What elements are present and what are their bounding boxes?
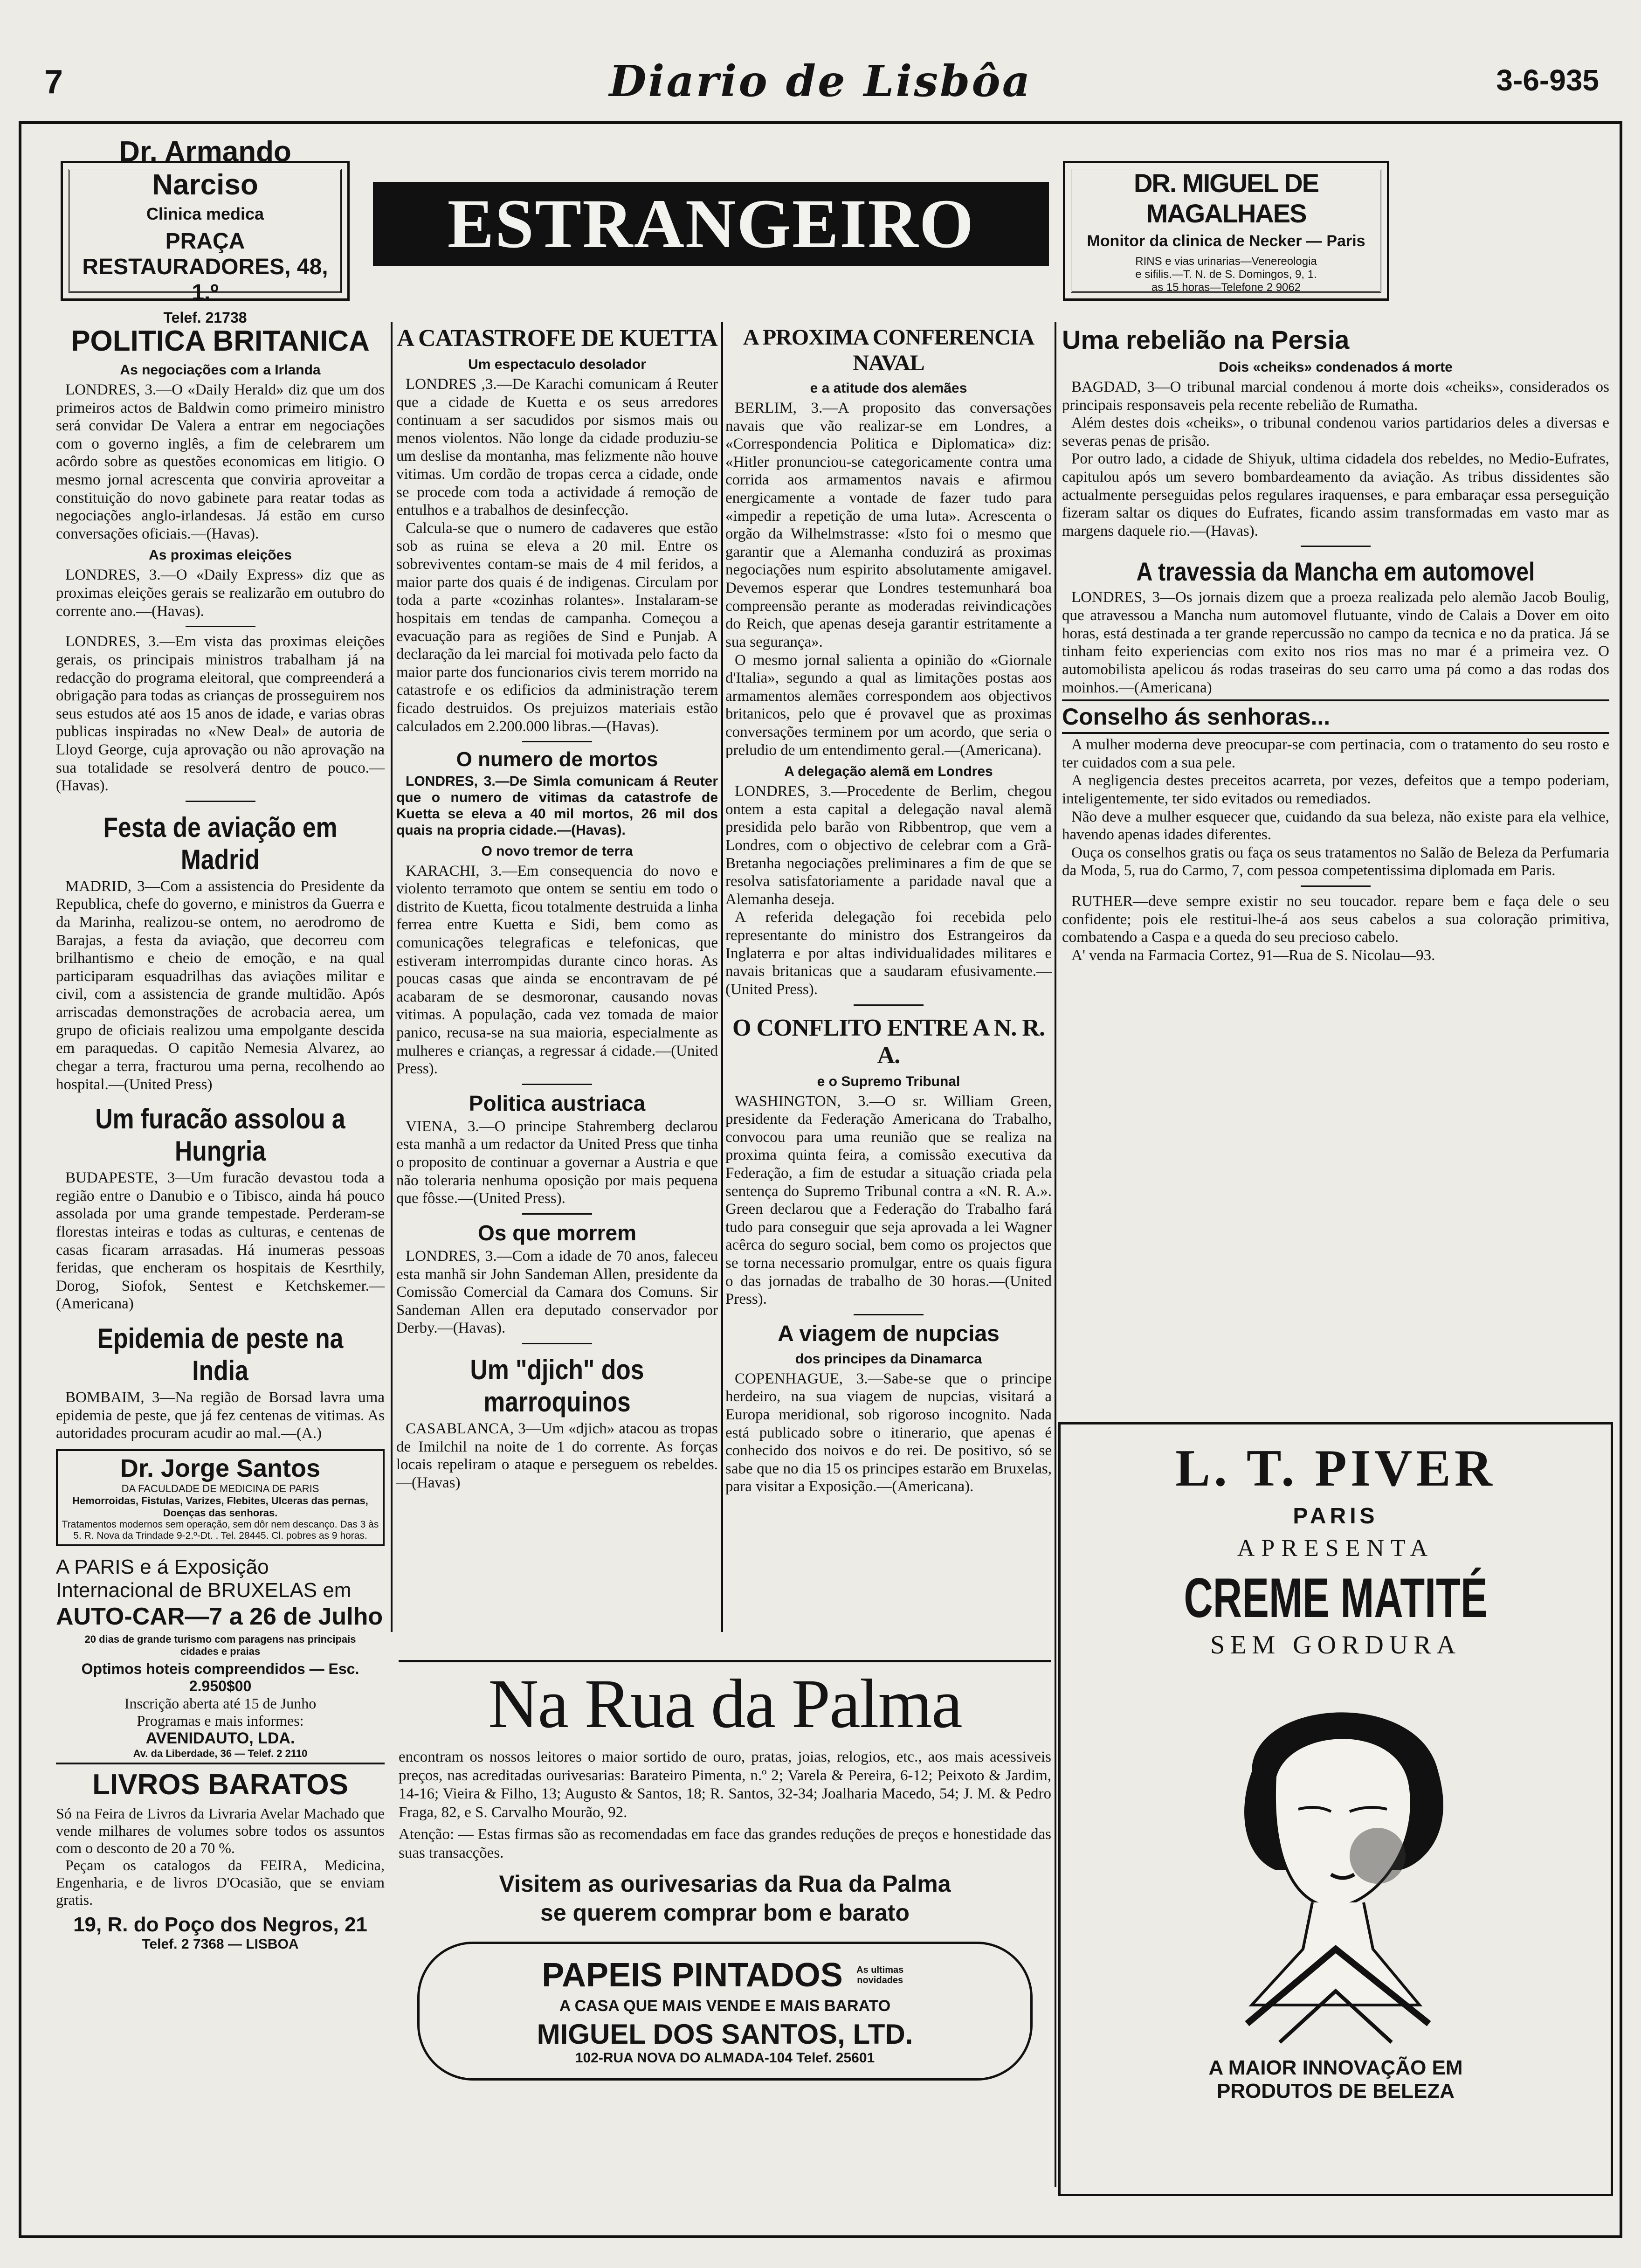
headline-politica-britanica: POLITICA BRITANICA <box>71 325 370 357</box>
ad-line: 20 dias de grande turismo com paragens nas principais cidades e praias <box>84 1633 356 1657</box>
headline-os-que-morrem: Os que morrem <box>478 1220 636 1245</box>
issue-date: 3-6-935 <box>1496 63 1599 97</box>
article-paragraph: LONDRES, 3—Os jornais dizem que a proeza realizada pelo alemão Jacob Boulig, que atravessou a Mancha num automovel flutuante, vindo de Calais a Dover em oito horas, está destinada a ter grande repercussão no campo da tecnica e no da pratica. Já se tinham feito experiencias com exito nos rios mas no mar é a primeira vez. O automobilista apelicou ás rodas traseiras do seu carro uma pá como a das rodas dos moinhos.—(Americana) <box>1062 589 1609 696</box>
headline-furacao-hungria: Um furacão assolou a Hungria <box>95 1103 345 1167</box>
article-paragraph: LONDRES, 3.—Em vista das proximas eleições gerais, os principais ministros trabalham já na redacção do programa eleitoral, que compreenderá a obrigação para todas as crianças de prosseguirem nos seus estudos até aos 15 anos de idade, e varias obras publicas inspiradas no «New Deal» de autoria de Lloyd George, cuja aprovação ou não aprovação na sua totalidade se resolverá dentro de pouco.—(Havas). <box>56 633 385 795</box>
ad-exposicao-bruxelas <box>56 1553 385 1764</box>
ad-line: Av. da Liberdade, 36 — Telef. 2 2110 <box>133 1748 308 1759</box>
headline-festa-aviacao: Festa de aviação em Madrid <box>103 811 338 875</box>
ad-rua-da-palma <box>399 1660 1051 2192</box>
ad-line: A MAIOR INNOVAÇÃO EM <box>1208 2056 1463 2079</box>
ad-line: Hemorroidas, Fistulas, Varizes, Flebites, Ulceras das pernas, Doenças das senhoras. <box>72 1494 368 1519</box>
ad-line: Atenção: — Estas firmas são as recomendadas em face das grandes reduções de preços e honestidade das suas transacções. <box>399 1826 1051 1861</box>
headline-politica-austriaca: Politica austriaca <box>469 1091 646 1115</box>
ad-line: encontram os nossos leitores o maior sortido de ouro, pratas, joias, relogios, etc., aos mais acessiveis preços, nas acreditadas ourivesarias: Barateiro Pimenta, n.º 2; Varela & Pereira, 6-12; Peixoto & Jardim, 14-16; Vieira & Filho, 13; Augusto & Santos, 18; R. Santos, 32-34; Joalharia Macedo, 54; J. M. & Pedro Fraga, 82, e S. Carvalho Mourão, 92. <box>399 1749 1051 1821</box>
ad-line: Programas e mais informes: <box>137 1712 304 1729</box>
subheading: dos principes da Dinamarca <box>795 1351 982 1367</box>
ad-line: Optimos hoteis compreendidos — Esc. 2.950$00 <box>81 1660 359 1694</box>
ad-line: CREME MATITÉ <box>1184 1567 1488 1629</box>
ad-line: 102-RUA NOVA DO ALMADA-104 Telef. 25601 <box>575 2050 875 2066</box>
separator <box>1301 885 1371 887</box>
separator <box>186 626 255 627</box>
headline-conferencia-naval: A PROXIMA CONFERENCIA NAVAL <box>743 325 1034 375</box>
woman-portrait-illustration <box>1158 1669 1513 2052</box>
ad-line: AUTO-CAR—7 a 26 de Julho <box>56 1603 383 1630</box>
ad-line: Inscrição aberta até 15 de Junho <box>124 1695 317 1712</box>
ad-line: Só na Feira de Livros da Livraria Avelar Machado que vende milhares de volumes sobre todos os assuntos com o desconto de 20 a 70 %. <box>56 1805 385 1856</box>
ad-line: PRAÇA RESTAURADORES, 48, 1.º <box>82 229 328 305</box>
column-2 <box>396 322 718 1655</box>
ad-livros-baratos <box>56 1768 385 1952</box>
ad-line: PARIS <box>1293 1504 1379 1528</box>
ad-line: A CASA QUE MAIS VENDE E MAIS BARATO <box>559 1997 891 2015</box>
article-paragraph: BERLIM, 3.—A proposito das conversações navais que vão realizar-se em Londres, a «Correspondencia Politica e Diplomatica» diz: «Hitler pronunciou-se categoricamente contra uma corrida aos armamentos navais e afirmou energicamente a vontade de fazer tudo para «impedir a repetição de uma luta». Acrescenta o orgão da Wilhelmstrasse: «Isto foi o mesmo que garantir que a Alemanha conduzirá as proximas negociações num espirito absolutamente amigavel. Devemos esperar que Londres testemunhará boa compreensão perante as moderadas reivindicações do Reich, que apenas deseja garantir estritamente a sua segurança». <box>725 400 1052 650</box>
article-paragraph: WASHINGTON, 3.—O sr. William Green, presidente da Federação Americana do Trabalho, convocou para uma reunião que se realiza na proxima quinta feira, a comissão executiva da Federação, a fim de estudar a situação criada pela sentença do Supremo Tribunal contra a «N. R. A.». Green declarou que a Federação do Trabalho fará tudo para conseguir que seja aprovada a lei Wagner acêrca do seguro social, bem como os projectos que se torna necessario promulgar, entre os quais figura o das jornadas de trabalho de 30 horas.—(United Press). <box>725 1093 1052 1308</box>
article-paragraph: LONDRES, 3.—O «Daily Express» diz que as proximas eleições gerais se realizarão em outubro do corrente ano.—(Havas). <box>56 567 385 620</box>
article-paragraph: MADRID, 3—Com a assistencia do Presidente da Republica, chefe do governo, e ministros da Guerra e da Marinha, realizou-se ontem, no aerodromo de Barajas, a festa da aviação, que decorreu com brilhantismo e cheio de emoção, e na qual participaram esquadrilhas das aviações militar e civil, com a assistencia de grande multidão. Após arriscadas demonstrações de acrobacia aerea, um grupo de oficiais realizou uma empolgante descida em paraquedas. O capitão Nemesia Alvarez, ao chegar a terra, fracturou uma perna, recolhendo ao hospital.—(United Press) <box>56 878 385 1093</box>
ad-line: e sifilis.—T. N. de S. Domingos, 9, 1. <box>1135 268 1317 281</box>
ad-line: Clinica medica <box>146 204 264 223</box>
ad-miguel-magalhaes <box>1063 161 1389 301</box>
article-paragraph: Por outro lado, a cidade de Shiyuk, ultima cidadela dos rebeldes, no Medio-Eufrates, capitulou após um severo bombardeamento da aviação. As tribus dissidentes são actualmente perseguidas pelos regulares iraquenses, e para embaraçar essa perseguição fizeram saltar os diques do Eufrates, ficando assim transformadas em vasto mar as margens daquele rio.—(Havas). <box>1062 450 1609 539</box>
article-paragraph: LONDRES ,3.—De Karachi comunicam á Reuter que a cidade de Kuetta e os seus arredores continuam a ser sacudidos por sismos mais ou menos violentos. Não longe da cidade produziu-se um deslise da montanha, mas felizmente não houve vitimas. Um cordão de tropas cerca a cidade, onde se procede com toda a actividade á remoção de entulhos e a trabalhos de desinfecção. <box>396 376 718 519</box>
ad-line: Peçam os catalogos da FEIRA, Medicina, Engenharia, e de livros D'Ocasião, que se enviam gratis. <box>56 1857 385 1908</box>
article-paragraph: BOMBAIM, 3—Na região de Borsad lavra uma epidemia de peste, que já fez centenas de vitimas. As autoridades procuram acudir ao mal.—(A.) <box>56 1389 385 1442</box>
column-4 <box>1059 322 1609 1413</box>
separator <box>854 1004 924 1006</box>
headline-conselho-senhoras: Conselho ás senhoras... <box>1062 699 1609 734</box>
article-paragraph: Ouça os conselhos gratis ou faça os seus tratamentos no Salão de Beleza da Perfumaria da Moda, 5, rua do Carmo, 7, com pessoa competentissima diplomada em Paris. <box>1062 844 1609 879</box>
ad-line: 19, R. do Poço dos Negros, 21 <box>73 1913 367 1936</box>
article-paragraph: Além destes dois «cheiks», o tribunal condenou varios partidarios deles a diversas e severas penas de prisão. <box>1062 415 1609 449</box>
ad-title: L. T. PIVER <box>1175 1439 1496 1497</box>
article-paragraph: KARACHI, 3.—Em consequencia do novo e violento terramoto que ontem se sentiu em todo o distrito de Kuetta, ficou totalmente destruida a linha ferrea entre Kuetta e Sidi, bem como as comunicações telegraficas e telefonicas, que estiveram interrompidas durante cinco horas. As poucas casas que ainda se encontravam de pé acabaram de se desmoronar, causando novas vitimas. A população, cada vez tomada de maior panico, recusa-se na sua maioria, especialmente as mulheres e crianças, a regressar á cidade.—(United Press). <box>396 862 718 1078</box>
article-paragraph: LONDRES, 3.—O «Daily Herald» diz que um dos primeiros actos de Baldwin como primeiro ministro será convidar De Valera a entrar em negociações com o governo inglês, a fim de celebrarem um acôrdo sobre as questões economicas em litigio. O mesmo jornal acrescenta que conviria aproveitar a constituição do novo gabinete para reatar todas as negociações anglo-irlandesas. Já estão em curso conversações oficiais.—(Havas). <box>56 381 385 542</box>
page-number: 7 <box>44 63 63 101</box>
page-header <box>0 0 1641 121</box>
headline-djich-marroquinos: Um "djich" dos marroquinos <box>470 1354 644 1418</box>
column-3 <box>725 322 1052 1655</box>
ad-piver-creme-matite <box>1058 1422 1613 2196</box>
ad-line: as 15 horas—Telefone 2 9062 <box>1151 281 1301 294</box>
ad-line: As ultimas novidades <box>856 1964 904 1985</box>
ad-armando-narciso <box>61 136 350 326</box>
ad-line: Monitor da clinica de Necker — Paris <box>1087 232 1365 250</box>
article-paragraph: A' venda na Farmacia Cortez, 91—Rua de S. Nicolau—93. <box>1071 947 1435 964</box>
masthead: Diario de Lisbôa <box>609 56 1032 106</box>
article-paragraph: Não deve a mulher esquecer que, cuidando da sua beleza, não existe para ela velhice, havendo apenas idades diferentes. <box>1062 808 1609 844</box>
ad-line: se querem comprar bom e barato <box>540 1900 910 1926</box>
ad-line: Tratamentos modernos sem operação, sem dôr nem descanço. Das 3 às 5. R. Nova da Trindade 9-2.º-Dt. . Tel. 28445. Cl. pobres as 9 horas. <box>62 1519 379 1541</box>
headline-travessia-mancha: A travessia da Mancha em automovel <box>1136 557 1535 587</box>
article-paragraph: CASABLANCA, 3—Um «djich» atacou as tropas de Imilchil na noite de 1 do corrente. As forças locais repeliram o ataque e perseguem os rebeldes.—(Havas) <box>396 1420 718 1491</box>
separator <box>522 1343 592 1344</box>
ad-line: MIGUEL DOS SANTOS, LTD. <box>537 2018 913 2050</box>
ad-slogan <box>399 1869 1051 1928</box>
ad-line: Visitem as ourivesarias da Rua da Palma <box>499 1870 951 1897</box>
headline-rebeliao-persia: Uma rebelião na Persia <box>1062 325 1350 354</box>
ad-line: A PARIS e á Exposição Internacional de BRUXELAS em <box>56 1555 352 1602</box>
section-banner: ESTRANGEIRO <box>373 182 1049 266</box>
column-rule <box>1055 322 1056 2187</box>
subheading: Um espectaculo desolador <box>468 357 646 372</box>
headline-numero-mortos: O numero de mortos <box>456 748 658 771</box>
column-rule <box>391 322 393 1632</box>
ad-title: Dr. Jorge Santos <box>120 1454 321 1482</box>
headline-epidemia-india: Epidemia de peste na India <box>97 1322 344 1386</box>
ad-title: Dr. Armando Narciso <box>119 136 291 201</box>
ad-line: DA FACULDADE DE MEDICINA DE PARIS <box>121 1482 319 1494</box>
column-rule <box>721 322 723 1632</box>
ad-line: Telef. 21738 <box>163 309 247 326</box>
separator <box>522 741 592 742</box>
ad-papeis-pintados <box>417 1942 1033 2081</box>
article-paragraph: LONDRES, 3.—Com a idade de 70 anos, faleceu esta manhã sir John Sandeman Allen, presidente da Comissão Comercial da Camara dos Comuns. Sir Sandeman Allen era deputado conservador por Derby.—(Havas). <box>396 1247 718 1337</box>
article-paragraph: A mulher moderna deve preocupar-se com pertinacia, com o tratamento do seu rosto e ter cuidados com a sua pele. <box>1062 736 1609 771</box>
ad-title: Na Rua da Palma <box>488 1665 962 1742</box>
separator <box>522 1084 592 1085</box>
subheading: Dois «cheiks» condenados á morte <box>1219 360 1453 375</box>
subheading: As negociações com a Irlanda <box>120 362 321 378</box>
headline-catastrofe-kuetta: A CATASTROFE DE KUETTA <box>397 325 717 352</box>
article-paragraph: A negligencia destes preceitos acarreta, por vezes, defeitos que a tempo poderiam, inteligentemente, ter sido evitados ou remediados. <box>1062 772 1609 807</box>
ad-line: SEM GORDURA <box>1210 1631 1462 1660</box>
column-1 <box>56 322 385 2229</box>
article-paragraph: RUTHER—deve sempre existir no seu toucador. repare bem e faça dele o seu confidente; pois ele restitui-lhe-á aos seus cabelos a sua coloração primitiva, combatendo a Caspa e a queda do seu precioso cabelo. <box>1062 893 1609 946</box>
article-paragraph: COPENHAGUE, 3.—Sabe-se que o principe herdeiro, na sua viagem de nupcias, visitará a Europa meridional, sob rigoroso incognito. Nada está publicado sobre o itinerario, que apenas é conhecido dos noivos e do rei. De positivo, só se sabe que no dia 15 os principes estarão em Bruxelas, para visitar a Exposição.—(Americana). <box>725 1370 1052 1495</box>
ad-jorge-santos <box>56 1449 385 1546</box>
separator <box>854 1314 924 1315</box>
subheading: e o Supremo Tribunal <box>817 1073 960 1089</box>
subheading: A delegação alemã em Londres <box>784 764 993 780</box>
subheading: O novo tremor de terra <box>481 843 633 859</box>
ad-line: APRESENTA <box>1237 1535 1434 1562</box>
article-paragraph: O mesmo jornal salienta a opinião do «Giornale d'Italia», segundo a qual as limitações postas aos armamentos alemães correspondem aos objectivos britanicos, pelo que é provavel que as proximas conversações terminem por um acordo, que seria o preludio de um entendimento geral.—(Americana). <box>725 651 1052 759</box>
article-paragraph: VIENA, 3.—O principe Stahremberg declarou esta manhã a um redactor da United Press que tinha o proposito de continuar a governar a Austria e que não toleraria nenhuma oposição por mais pequena que fôsse.—(United Press). <box>396 1118 718 1207</box>
subheading: e a atitude dos alemães <box>810 380 967 396</box>
ad-title: LIVROS BARATOS <box>92 1769 348 1801</box>
article-paragraph: A referida delegação foi recebida pelo representante do ministro dos Estrangeiros da Inglaterra e por altas individualidades militares e navais britanicas que a saudaram efusivamente.—(United Press). <box>725 909 1052 998</box>
separator <box>186 801 255 802</box>
separator <box>522 1213 592 1215</box>
subheading: As proximas eleições <box>149 547 292 563</box>
headline-conflito-nra: O CONFLITO ENTRE A N. R. A. <box>732 1014 1045 1069</box>
ad-title: PAPEIS PINTADOS <box>542 1956 843 1994</box>
ad-line: PRODUTOS DE BELEZA <box>1216 2080 1455 2102</box>
ad-line: AVENIDAUTO, LDA. <box>145 1729 295 1747</box>
headline-viagem-nupcias: A viagem de nupcias <box>778 1321 1000 1346</box>
article-paragraph: Calcula-se que o numero de cadaveres que estão sob as ruina se eleva a 20 mil. Entre os sobreviventes contam-se mais de 4 mil feridos, a maior parte dos quais é de indigenas. Circulam por toda a parte «cozinhas rolantes». Instalaram-se hospitais em tendas de campanha. Começou a evacuação para as regiões de Sind e Punjab. A declaração da lei marcial foi motivada pelo facto da maior parte dos funcionarios civis terem morrido na catastrofe e os edificios da administração terem ficado destruidos. Os prejuizos materiais estão calculados em 2.200.000 libras.—(Havas). <box>396 519 718 735</box>
article-paragraph: BUDAPESTE, 3—Um furacão devastou toda a região entre o Danubio e o Tibisco, ainda há pouco assolada por uma grande tempestade. Perderam-se florestas inteiras e todas as culturas, e centenas de casas ficaram arrasadas. Há inumeras pessoas feridas, que encheram os hospitais de Kesrthily, Dorog, Siofok, Sentest e Ketchskemer.—(Americana) <box>56 1169 385 1313</box>
article-paragraph: BAGDAD, 3—O tribunal marcial condenou á morte dois «cheiks», considerados os principais responsaveis pela recente rebelião de Rumatha. <box>1062 379 1609 414</box>
article-paragraph: LONDRES, 3.—Procedente de Berlim, chegou ontem a esta capital a delegação naval alemã presidida pelo barão von Ribbentrop, que vem a Londres, com o objectivo de celebrar com a Grã-Bretanha negociações preliminares a fim de que se resolva satisfatoriamente a paridade naval que a Alemanha deseja. <box>725 783 1052 908</box>
ad-title: DR. MIGUEL DE MAGALHAES <box>1133 168 1319 228</box>
ad-line: Telef. 2 7368 — LISBOA <box>142 1936 299 1952</box>
article-paragraph: LONDRES, 3.—De Simla comunicam á Reuter que o numero de vitimas da catastrofe de Kuetta se eleva a 40 mil mortos, 26 mil dos quais na propria cidade.—(Havas). <box>396 774 718 838</box>
ad-line: RINS e vias urinarias—Venereologia <box>1135 255 1317 268</box>
separator <box>1301 546 1371 547</box>
